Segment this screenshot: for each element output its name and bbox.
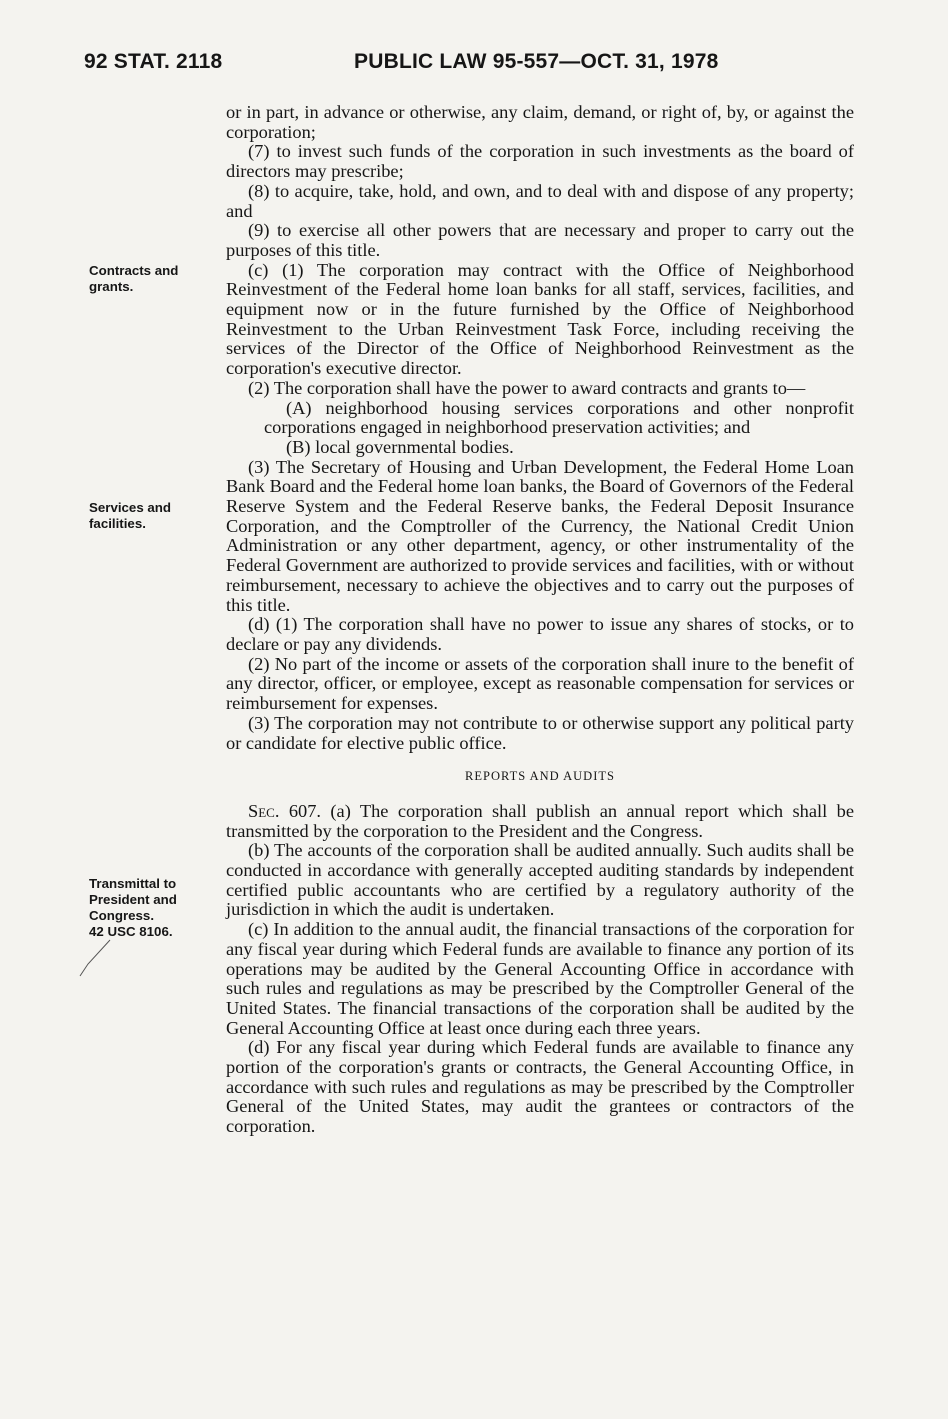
margin-note-line: Congress.: [89, 908, 155, 923]
section-label: Sec. 607.: [248, 800, 322, 821]
margin-note-line: facilities.: [89, 516, 146, 531]
main-text: [226, 103, 854, 1137]
margin-note-line: Contracts and: [89, 263, 179, 278]
section-607a: [226, 802, 854, 841]
margin-note-line: grants.: [89, 279, 134, 294]
subsection-d1: (d) (1) The corporation shall have no power to issue any shares of stocks, or to declare or pay any dividends.: [226, 614, 854, 654]
margin-note-services: [89, 500, 209, 532]
section-607a-text: (a) The corporation shall publish an annual report which shall be transmitted by the corporation to the President and the Congress.: [226, 800, 854, 841]
section-607b: (b) The accounts of the corporation shall be audited annually. Such audits shall be conducted in accordance with generally accepted auditing standards by independent certified public accountants who are certified by a regulatory authority of the jurisdiction in which the audit is undertaken.: [226, 840, 854, 920]
subsection-c2a: (A) neighborhood housing services corporations and other nonprofit corporations engaged in neighborhood preservation activities; and: [264, 397, 854, 438]
paragraph-8: (8) to acquire, take, hold, and own, and to deal with and dispose of any property; and: [226, 180, 854, 221]
margin-note-contracts: [89, 263, 209, 295]
law-title: PUBLIC LAW 95-557—OCT. 31, 1978: [354, 50, 719, 73]
subsection-c1: (c) (1) The corporation may contract with the Office of Neighborhood Reinvestment of the Federal home loan banks for all staff, services, facilities, and equipment now or in the future furnished by the Office of Neighborhood Reinvestment to the Urban Reinvestment Task Force, including receiving the services of the Director of the Office of Neighborhood Reinvestment as the corporation's executive director.: [226, 259, 854, 379]
paragraph-continuation: or in part, in advance or otherwise, any claim, demand, or right of, by, or against the corporation;: [226, 102, 854, 142]
pencil-mark: [58, 938, 118, 978]
margin-note-line: Services and: [89, 500, 172, 515]
subsection-c2b: (B) local governmental bodies.: [286, 436, 514, 457]
usc-citation: 42 USC 8106.: [89, 924, 173, 939]
margin-note-transmittal: [89, 876, 209, 940]
subsection-c2: (2) The corporation shall have the power to award contracts and grants to—: [248, 377, 806, 398]
page-header: [84, 50, 862, 84]
margin-note-line: Transmittal to: [89, 876, 177, 891]
section-607d: (d) For any fiscal year during which Federal funds are available to finance any portion of the corporation's grants or contracts, the General Accounting Office, in accordance with such rules and regulations as may be prescribed by the Comptroller General of the United States, may audit the grantees or contractors of the corporation.: [226, 1037, 854, 1137]
section-607c: (c) In addition to the annual audit, the financial transactions of the corporation for any fiscal year during which Federal funds are available to finance any portion of its operations may be audited by the General Accounting Office in accordance with such rules and regulations as may be prescribed by the Comptroller General of the United States. The financial transactions of the corporation shall be audited by the General Accounting Office at least once during each three years.: [226, 919, 854, 1038]
subsection-d2: (2) No part of the income or assets of the corporation shall inure to the benefit of any director, officer, or employee, except as reasonable compensation for services or reimbursement for expenses.: [226, 653, 854, 714]
paragraph-9: (9) to exercise all other powers that are necessary and proper to carry out the purposes of this title.: [226, 220, 854, 260]
section-heading: REPORTS AND AUDITS: [465, 769, 615, 784]
subsection-c3: (3) The Secretary of Housing and Urban Development, the Federal Home Loan Bank Board and the Federal home loan banks, the Board of Governors of the Federal Reserve System and the Federal Reserve banks, the Federal Deposit Insurance Corporation, and the Comptroller of the Currency, the National Credit Union Administration or any other department, agency, or other instrumentality of the Federal Government are authorized to provide services and facilities, with or without reimbursement, necessary to achieve the objectives and to carry out the purposes of this title.: [226, 456, 854, 615]
paragraph-7: (7) to invest such funds of the corporation in such investments as the board of directors may prescribe;: [226, 141, 854, 182]
stat-page-number: 92 STAT. 2118: [84, 50, 223, 73]
subsection-d3: (3) The corporation may not contribute to or otherwise support any political party or candidate for elective public office.: [226, 712, 854, 753]
margin-note-line: President and: [89, 892, 177, 907]
